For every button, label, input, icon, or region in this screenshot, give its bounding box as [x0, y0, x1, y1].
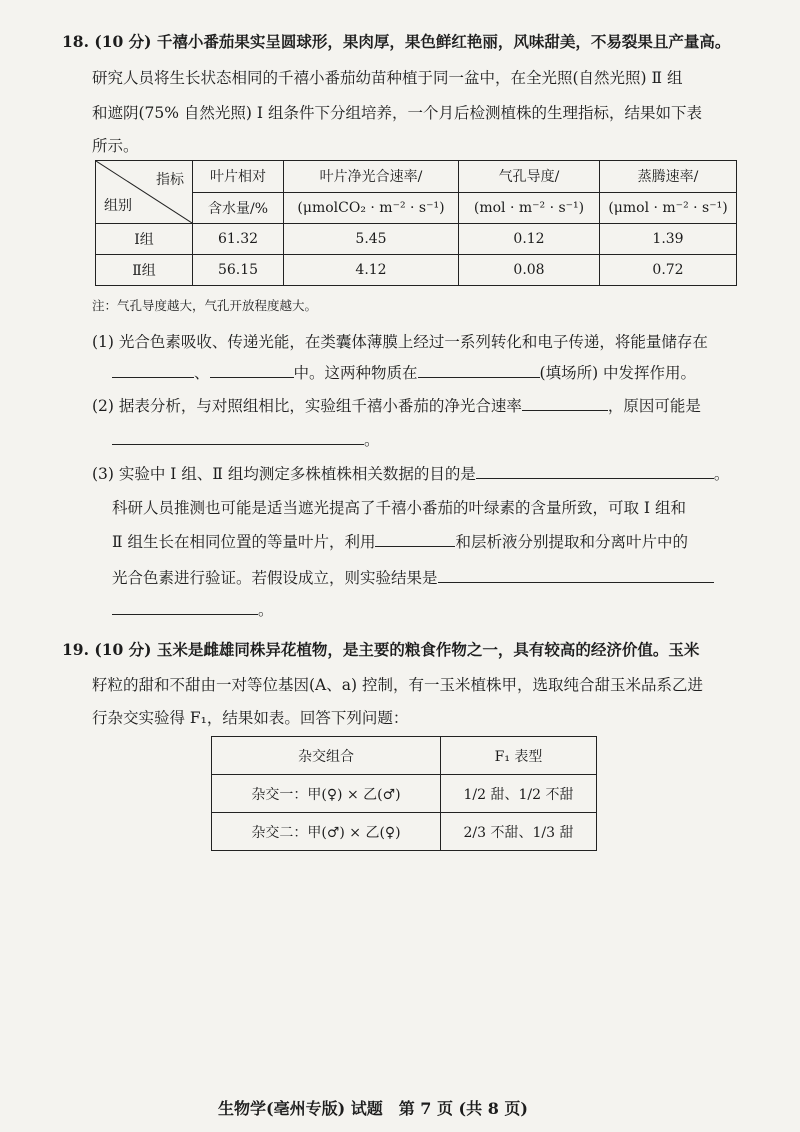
- q19-line-2: 籽粒的甜和不甜由一对等位基因(A、a) 控制，有一玉米植株甲，选取纯合甜玉米品系乙进: [92, 676, 703, 694]
- q18-part1-line2: [112, 361, 696, 383]
- q19-line-1: 19. (10 分) 玉米是雌雄同株异花植物，是主要的粮食作物之一，具有较高的经济价值。玉米: [62, 640, 700, 659]
- answer-blank-3[interactable]: [418, 361, 540, 378]
- cell-f1-phenotype: 1/2 甜、1/2 不甜: [441, 775, 597, 813]
- answer-blank-4[interactable]: [522, 394, 608, 411]
- q18-part3-line2: 科研人员推测也可能是适当遮光提高了千禧小番茄的叶绿素的含量所致，可取 Ⅰ 组和: [112, 499, 686, 517]
- header-stomatal-line1: 气孔导度/: [459, 161, 600, 193]
- part3d-text: 光合色素进行验证。若假设成立，则实验结果是: [112, 569, 438, 587]
- table-row: [96, 255, 737, 286]
- q18-part3-line3: [112, 530, 688, 552]
- header-stomatal-line2: (mol · m⁻² · s⁻¹): [459, 192, 600, 224]
- answer-blank-7[interactable]: [375, 530, 455, 547]
- part3-text: (3) 实验中 Ⅰ 组、Ⅱ 组均测定多株植株相关数据的目的是: [92, 465, 476, 483]
- part3c-end-text: 和层析液分别提取和分离叶片中的: [455, 533, 688, 551]
- cell-water: 56.15: [193, 255, 284, 286]
- q18-part2-line1: [92, 394, 701, 416]
- cell-stomatal: 0.08: [459, 255, 600, 286]
- header-cross-combo: 杂交组合: [212, 737, 441, 775]
- cell-cross-combo: 杂交二：甲(♂) × 乙(♀): [212, 813, 441, 851]
- row-group-label: Ⅰ组: [96, 224, 193, 255]
- cell-water: 61.32: [193, 224, 284, 255]
- cell-transpiration: 0.72: [600, 255, 737, 286]
- part3c-text: Ⅱ 组生长在相同位置的等量叶片，利用: [112, 533, 376, 551]
- q18-data-table: [95, 160, 737, 286]
- cell-cross-combo: 杂交一：甲(♀) × 乙(♂): [212, 775, 441, 813]
- part2-end-text: ，原因可能是: [607, 397, 701, 415]
- q19-cross-table: [211, 736, 597, 851]
- table-corner-cell: [96, 161, 193, 224]
- part2-text: (2) 据表分析，与对照组相比，实验组千禧小番茄的净光合速率: [92, 397, 522, 415]
- header-water-line1: 叶片相对: [193, 161, 284, 193]
- table-row: [212, 775, 597, 813]
- q19-line-3: 行杂交实验得 F₁，结果如表。回答下列问题：: [92, 709, 409, 727]
- part2-period: 。: [364, 431, 380, 449]
- header-transpiration-line1: 蒸腾速率/: [600, 161, 737, 193]
- answer-blank-5[interactable]: [112, 428, 364, 445]
- cell-f1-phenotype: 2/3 不甜、1/3 甜: [441, 813, 597, 851]
- header-photosynthesis-line1: 叶片净光合速率/: [284, 161, 459, 193]
- q18-line-2: 研究人员将生长状态相同的千禧小番茄幼苗种植于同一盆中，在全光照(自然光照) Ⅱ 组: [92, 69, 683, 87]
- table-row: [96, 224, 737, 255]
- cell-photosynthesis: 4.12: [284, 255, 459, 286]
- answer-blank-1[interactable]: [112, 361, 194, 378]
- corner-label-bottom: 组别: [104, 198, 132, 214]
- corner-label-top: 指标: [156, 172, 184, 188]
- q18-line-3: 和遮阴(75% 自然光照) Ⅰ 组条件下分组培养，一个月后检测植株的生理指标，结果如下表: [92, 104, 702, 122]
- answer-blank-2[interactable]: [210, 361, 294, 378]
- q18-line-1: 18. (10 分) 千禧小番茄果实呈圆球形，果肉厚，果色鲜红艳丽，风味甜美，不易裂果且产量高。: [62, 32, 731, 51]
- q18-part3-line4: [112, 566, 714, 588]
- answer-blank-8[interactable]: [438, 566, 714, 583]
- q18-part1-line1: (1) 光合色素吸收、传递光能，在类囊体薄膜上经过一系列转化和电子传递，将能量储存在: [92, 333, 708, 351]
- part3-period: 。: [713, 465, 730, 483]
- header-transpiration-line2: (μmol · m⁻² · s⁻¹): [600, 192, 737, 224]
- blank-separator: 、: [194, 364, 210, 382]
- answer-blank-9[interactable]: [112, 598, 258, 615]
- part1-mid-text: 中。这两种物质在: [293, 364, 418, 382]
- table-row: [212, 813, 597, 851]
- table-note: 注：气孔导度越大，气孔开放程度越大。: [92, 298, 318, 313]
- page-footer: 生物学(亳州专版) 试题 第 7 页 (共 8 页): [218, 1099, 528, 1118]
- header-water-line2: 含水量/%: [193, 192, 284, 224]
- answer-blank-6[interactable]: [476, 462, 714, 479]
- q18-line-4: 所示。: [92, 137, 139, 155]
- q18-part3-line5: [112, 598, 274, 620]
- part3e-period: 。: [258, 601, 274, 619]
- part1-end-text: (填场所) 中发挥作用。: [539, 364, 697, 382]
- cell-photosynthesis: 5.45: [284, 224, 459, 255]
- cell-transpiration: 1.39: [600, 224, 737, 255]
- cell-stomatal: 0.12: [459, 224, 600, 255]
- header-photosynthesis-line2: (μmolCO₂ · m⁻² · s⁻¹): [284, 192, 459, 224]
- q18-part2-line2: [112, 428, 380, 450]
- q18-part3-line1: [92, 462, 729, 484]
- row-group-label: Ⅱ组: [96, 255, 193, 286]
- header-f1-phenotype: F₁ 表型: [441, 737, 597, 775]
